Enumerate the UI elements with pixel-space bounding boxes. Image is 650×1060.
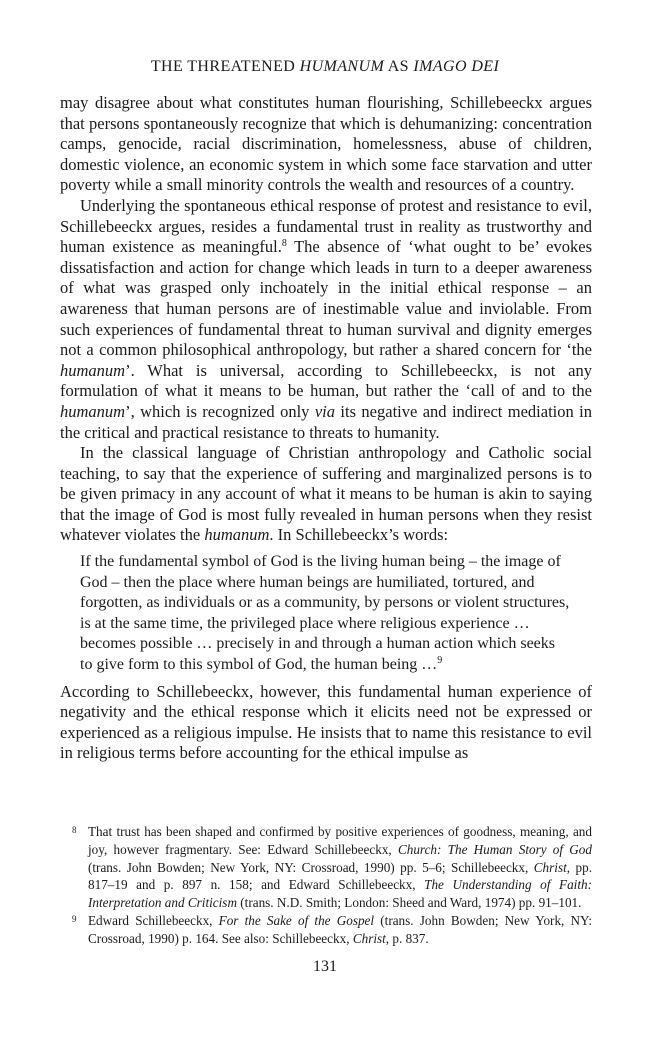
text-run: Edward Schillebeeckx,	[88, 912, 219, 928]
book-title: Church: The Human Story of God	[397, 841, 592, 857]
italic-term: via	[314, 401, 335, 421]
text-run: , p. 837.	[385, 930, 429, 946]
block-quote	[80, 552, 570, 676]
running-head-italic-1: HUMANUM	[299, 58, 385, 75]
book-title: For the Sake of the Gospel	[218, 912, 375, 928]
main-text	[60, 93, 592, 764]
italic-term: humanum	[60, 360, 126, 380]
quote-text: If the fundamental symbol of God is the living human being – the image of God – then the place where human beings are humiliated, tortured, and forgotten, as individuals or as a community, by persons or violent structures, is at the same time, the privileged place where religious experience … becomes possible … precisely in and through a human action which seeks to give form to this symbol of God, the human being …	[80, 553, 570, 674]
page-number: 131	[313, 958, 337, 975]
text-run: . In Schillebeeckx’s words:	[269, 525, 449, 545]
running-head-roman-2: AS	[384, 58, 414, 75]
italic-term: humanum	[204, 525, 270, 545]
running-head	[0, 58, 650, 76]
footnote-number: 9	[72, 913, 77, 924]
text-run: (trans. John Bowden; New York, NY: Crossroad, 1990) p. 164. See also: Schillebeeckx,	[88, 912, 593, 946]
text-run: The absence of ‘what ought to be’ evokes dissatisfaction and action for change which leads in turn to a deeper awareness of what was grasped only inchoately in the initial ethical response – an awareness that human persons are of inestimable value and inviolable. From such experiences of fundamental threat to human survival and dignity emerges not a common philosophical anthropology, but rather a shared concern for ‘the	[60, 237, 592, 360]
paragraph-classical-language	[60, 443, 592, 546]
running-head-italic-2: IMAGO DEI	[413, 58, 500, 75]
book-title: Christ	[352, 930, 386, 946]
text-run: ’, which is recognized only	[125, 401, 315, 421]
text-run: ’. What is universal, according to Schillebeeckx, is not any formulation of what it means to be human, but rather the ‘call of and to the	[60, 360, 592, 401]
footnote-number: 8	[72, 825, 77, 835]
footnote-ref-9[interactable]: 9	[437, 655, 443, 667]
footnote-ref-8[interactable]: 8	[281, 238, 287, 250]
text-run: Underlying the spontaneous ethical response of protest and resistance to evil, Schillebeeckx argues, resides a fundamental trust in reality as trustworthy and human existence as meaningful.	[60, 195, 592, 257]
book-title: Christ	[533, 859, 567, 875]
running-head-roman-1: THE THREATENED	[150, 58, 300, 75]
book-title: The Understanding of Faith: Interpretation and Criticism	[88, 877, 592, 911]
paragraph-underlying	[60, 196, 592, 443]
text-run: its negative and indirect mediation in the critical and practical resistance to threats to humanity.	[60, 401, 593, 442]
text-run: That trust has been shaped and confirmed by positive experiences of goodness, meaning, and joy, however fragmentary. See: Edward Schillebeeckx,	[88, 824, 592, 857]
text-run: (trans. N.D. Smith; London: Sheed and Ward, 1974) pp. 91–101.	[236, 895, 582, 911]
footnotes	[60, 823, 592, 948]
italic-term: humanum	[60, 401, 126, 421]
text-run: In the classical language of Christian anthropology and Catholic social teaching, to say that the experience of suffering and marginalized persons is to be given primacy in any account of what it means to be human is akin to saying that the image of God is most fully revealed in human persons when they resist whatever violates the	[60, 443, 592, 545]
paragraph-continued: may disagree about what constitutes human flourishing, Schillebeeckx argues that persons spontaneously recognize that which is dehumanizing: concentration camps, genocide, racial discrimination, homelessness, abuse of children, domestic violence, an economic system in which some face starvation and utter poverty while a small minority controls the wealth and resources of a country.	[60, 93, 592, 195]
footnote-9	[60, 912, 592, 948]
footnote-8	[60, 823, 592, 912]
paragraph-according: According to Schillebeeckx, however, this fundamental human experience of negativity and the ethical response which it elicits need not be expressed or experienced as a religious impulse. He insists that to name this resistance to evil in religious terms before accounting for the ethical impulse as	[60, 681, 592, 763]
text-run: (trans. John Bowden; New York, NY: Crossroad, 1990) pp. 5–6; Schillebeeckx,	[88, 859, 534, 875]
text-run: , pp. 817–19 and p. 897 n. 158; and Edward Schillebeeckx,	[88, 859, 593, 893]
